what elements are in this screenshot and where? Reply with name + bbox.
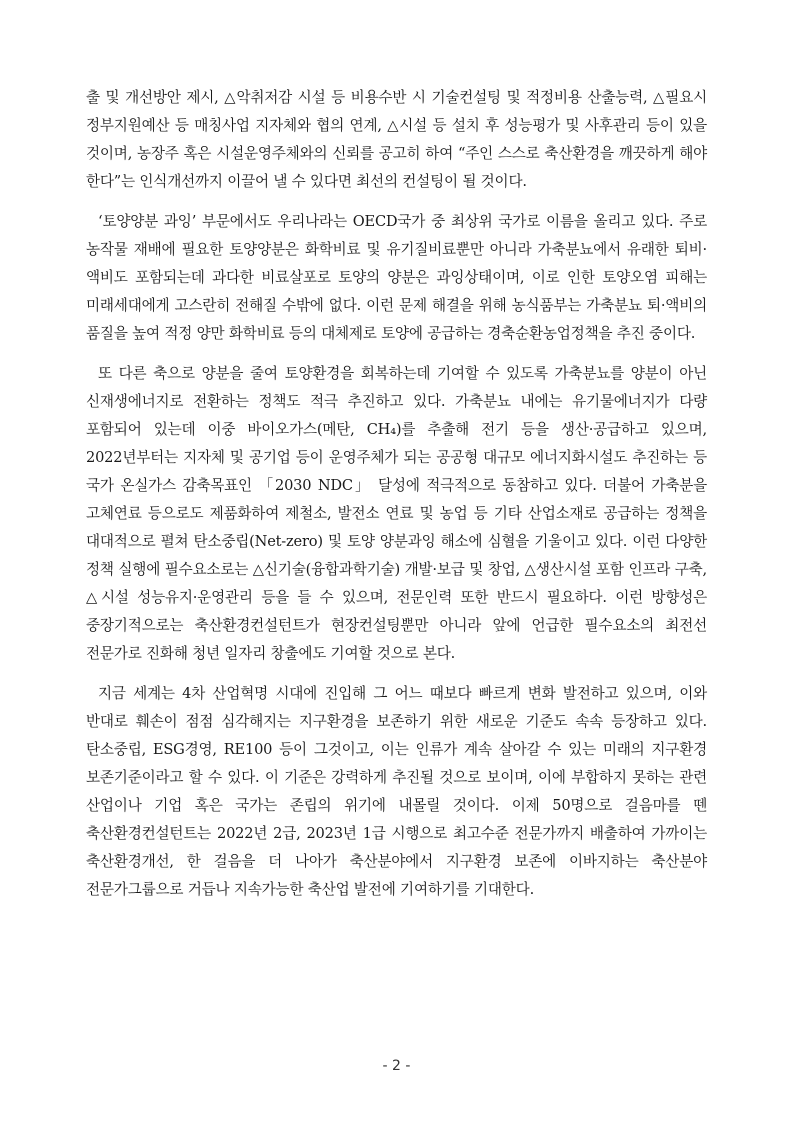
paragraph-consulting-services: 출 및 개선방안 제시, △악취저감 시설 등 비용수반 시 기술컨설팅 및 적정비용 산출능력, △필요시 정부지원예산 등 매칭사업 지자체와 협의 연계, △시설 등 설치 후 성능평가 및 사후관리 등이 있을 것이며, 농장주 혹은 시설운영주체와의 신뢰를 공고히 하여 “주인 스스로 축산환경을 깨끗하게 해야 한다”는 인식개선까지 이끌어 낼 수 있다면 최선의 컨설팅이 될 것이다. xyxy=(86,89,707,190)
document-body xyxy=(86,84,707,904)
paragraph-soil-nutrient-excess: ‘토양양분 과잉’ 부문에서도 우리나라는 OECD국가 중 최상위 국가로 이름을 올리고 있다. 주로 농작물 재배에 필요한 토양양분은 화학비료 및 유기질비료뿐만 아니라 가축분뇨에서 유래한 퇴비·액비도 포함되는데 과다한 비료살포로 토양의 양분은 과잉상태이며, 이로 인한 토양오염 피해는 미래세대에게 고스란히 전해질 수밖에 없다. 이런 문제 해결을 위해 농식품부는 가축분뇨 퇴·액비의 품질을 높여 적정 양만 화학비료 등의 대체제로 토양에 공급하는 경축순환농업정책을 추진 중이다. xyxy=(86,213,707,342)
page-number: - 2 - xyxy=(382,1058,411,1074)
paragraph-global-environment-outlook: 지금 세계는 4차 산업혁명 시대에 진입해 그 어느 때보다 빠르게 변화 발전하고 있으며, 이와 반대로 훼손이 점점 심각해지는 지구환경을 보존하기 위한 새로운 기준도 속속 등장하고 있다. 탄소중립, ESG경영, RE100 등이 그것이고, 이는 인류가 계속 살아갈 수 있는 미래의 지구환경 보존기준이라고 할 수 있다. 이 기준은 강력하게 추진될 것으로 보이며, 이에 부합하지 못하는 관련 산업이나 기업 혹은 국가는 존립의 위기에 내몰릴 것이다. 이제 50명으로 걸음마를 뗀 축산환경컨설턴트는 2022년 2급, 2023년 1급 시행으로 최고수준 전문가까지 배출하여 가까이는 축산환경개선, 한 걸음을 더 나아가 축산분야에서 지구환경 보존에 이바지하는 축산분야 전문가그룹으로 거듭나 지속가능한 축산업 발전에 기여하기를 기대한다. xyxy=(86,685,707,898)
paragraph-renewable-energy-policy: 또 다른 축으로 양분을 줄여 토양환경을 회복하는데 기여할 수 있도록 가축분뇨를 양분이 아닌 신재생에너지로 전환하는 정책도 적극 추진하고 있다. 가축분뇨 내에는 유기물에너지가 다량 포함되어 있는데 이중 바이오가스(메탄, CH₄)를 추출해 전기 등을 생산·공급하고 있으며, 2022년부터는 지자체 및 공기업 등이 운영주체가 되는 공공형 대규모 에너지화시설도 추진하는 등 국가 온실가스 감축목표인 「2030 NDC」 달성에 적극적으로 동참하고 있다. 더불어 가축분을 고체연료 등으로도 제품화하여 제철소, 발전소 연료 및 농업 등 기타 산업소재로 공급하는 정책을 대대적으로 펼쳐 탄소중립(Net-zero) 및 토양 양분과잉 해소에 심혈을 기울이고 있다. 이런 다양한 정책 실행에 필수요소로는 △신기술(융합과학기술) 개발·보급 및 창업, △생산시설 포함 인프라 구축, △시설 성능유지·운영관리 등을 들 수 있으며, 전문인력 또한 반드시 필요하다. 이런 방향성은 중장기적으로는 축산환경컨설턴트가 현장컨설팅뿐만 아니라 앞에 언급한 필수요소의 최전선 전문가로 진화해 청년 일자리 창출에도 기여할 것으로 본다. xyxy=(86,365,707,662)
